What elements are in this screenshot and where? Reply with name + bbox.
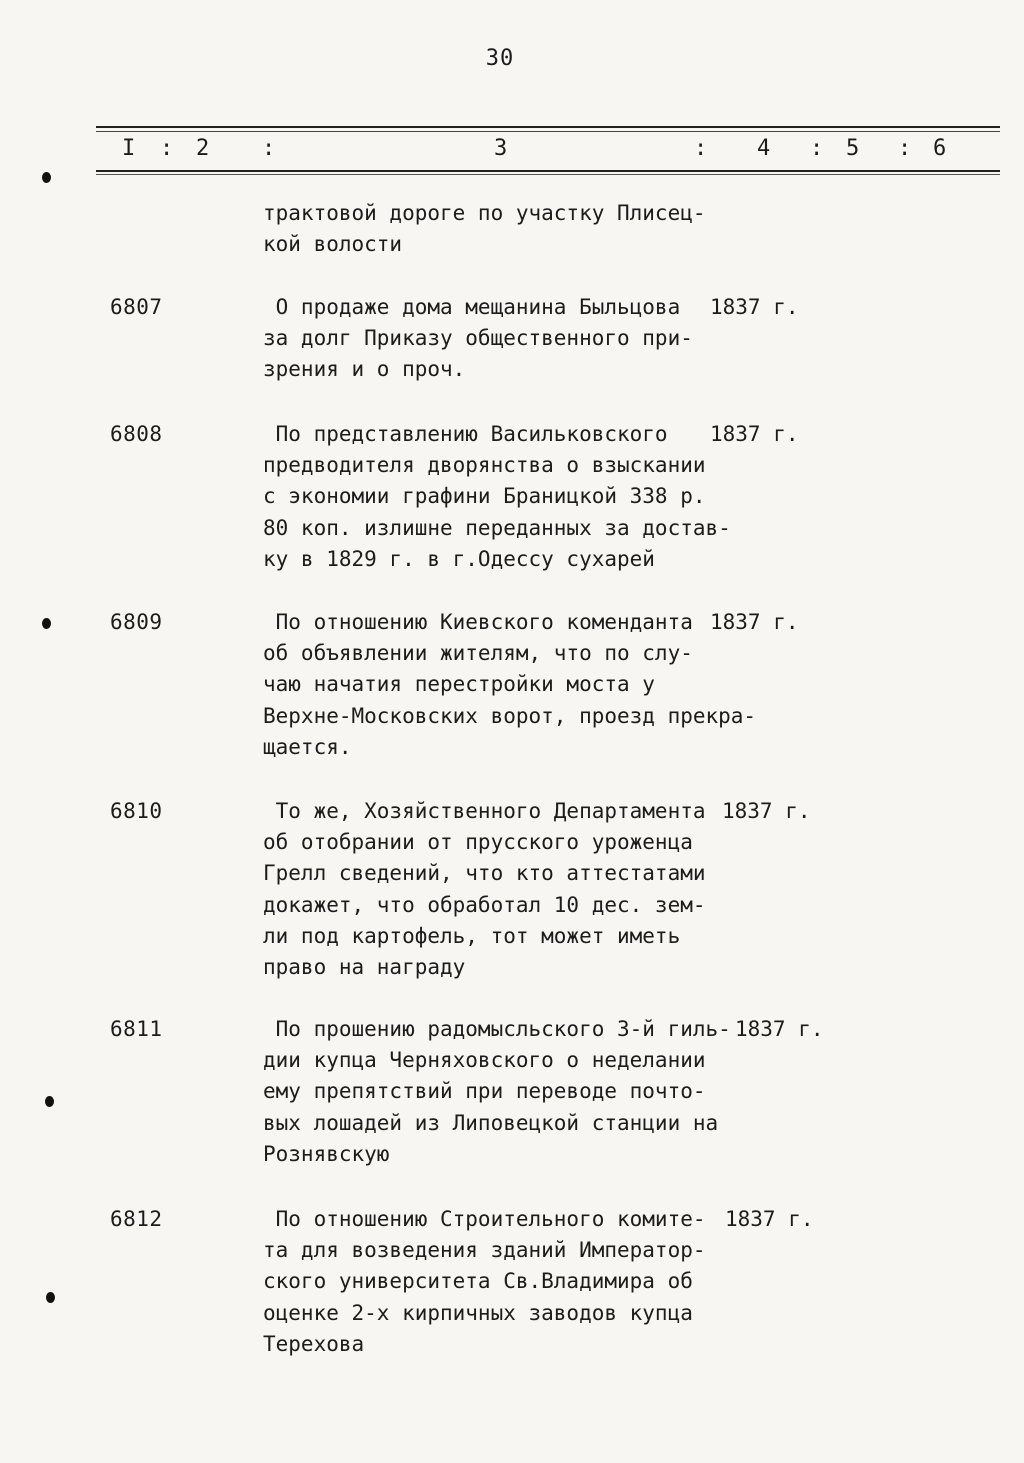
entry-line: право на награду	[263, 955, 466, 980]
entry-number: 6808	[110, 422, 163, 446]
column-separator: :	[160, 136, 174, 161]
entry-description	[263, 292, 733, 386]
header-rule-bottom	[96, 170, 1000, 172]
column-separator: :	[262, 136, 276, 161]
entry-line: По отношению Строительного комите-	[263, 1207, 706, 1231]
column-header-1: I	[122, 136, 136, 161]
entry-year: 1837 г.	[722, 799, 811, 823]
column-header-3: 3	[494, 136, 508, 161]
entry-year: 1837 г.	[710, 610, 799, 634]
entry-line: 80 коп. излишне переданных за достав-	[263, 515, 731, 540]
entry-description	[263, 198, 733, 260]
punch-hole	[42, 172, 51, 183]
entry-line: Грелл сведений, что кто аттестатами	[263, 861, 706, 886]
entry-description	[263, 1014, 733, 1170]
entry-line: ли под картофель, тот может иметь	[263, 923, 681, 948]
entry-line: дии купца Черняховского о неделании	[263, 1048, 706, 1073]
column-separator: :	[810, 136, 824, 161]
entry-description	[263, 419, 733, 575]
entry-line: трактовой дороге по участку Плисец-	[263, 201, 706, 225]
entry-line: та для возведения зданий Император-	[263, 1238, 706, 1263]
header-rule-bottom-thin	[96, 174, 1000, 175]
entry-line: Рознявскую	[263, 1141, 390, 1166]
entry-line: По представлению Васильковского	[263, 422, 668, 446]
entry-line: чаю начатия перестройки моста у	[263, 672, 655, 697]
entry-line: предводителя дворянства о взыскании	[263, 453, 706, 478]
entry-year: 1837 г.	[725, 1207, 814, 1231]
entry-year: 1837 г.	[710, 295, 799, 319]
punch-hole	[45, 1096, 54, 1107]
entry-year: 1837 г.	[710, 422, 799, 446]
entry-description	[263, 796, 733, 983]
entry-line: Терехова	[263, 1331, 365, 1356]
entry-line: зрения и о проч.	[263, 357, 466, 382]
entry-line: с экономии графини Браницкой 338 р.	[263, 484, 706, 509]
entry-line: об отобрании от прусского уроженца	[263, 830, 693, 855]
entry-line: об объявлении жителям, что по слу-	[263, 641, 693, 666]
entry-number: 6812	[110, 1207, 163, 1231]
entry-year: 1837 г.	[735, 1017, 824, 1041]
entry-line: кой волости	[263, 232, 403, 257]
column-separator: :	[694, 136, 708, 161]
entry-line: ку в 1829 г. в г.Одессу сухарей	[263, 546, 655, 571]
entry-line: По отношению Киевского коменданта	[263, 610, 693, 634]
column-header-2: 2	[196, 136, 210, 161]
punch-hole	[42, 618, 51, 629]
entry-line: за долг Приказу общественного при-	[263, 326, 693, 351]
column-separator: :	[898, 136, 912, 161]
entry-line: То же, Хозяйственного Департамента	[263, 799, 706, 823]
entry-line: вых лошадей из Липовецкой станции на	[263, 1110, 719, 1135]
entry-description	[263, 1204, 733, 1360]
header-rule-top-thin	[96, 131, 1000, 132]
entry-line: По прошению радомысльского 3-й гиль-	[263, 1017, 731, 1041]
entry-line: О продаже дома мещанина Быльцова	[263, 295, 681, 319]
punch-hole	[46, 1292, 55, 1303]
column-header-5: 5	[846, 136, 860, 161]
entry-number: 6809	[110, 610, 163, 634]
column-header-4: 4	[757, 136, 771, 161]
column-header-6: 6	[933, 136, 947, 161]
entry-line: Верхне-Московских ворот, проезд прекра-	[263, 703, 757, 728]
header-rule-top	[96, 126, 1000, 128]
entry-line: ему препятствий при переводе почто-	[263, 1079, 706, 1104]
entry-number: 6811	[110, 1017, 163, 1041]
page-number: 30	[485, 46, 515, 71]
entry-line: докажет, что обработал 10 дес. зем-	[263, 892, 706, 917]
entry-line: щается.	[263, 734, 352, 759]
entry-line: ского университета Св.Владимира об	[263, 1269, 693, 1294]
entry-number: 6810	[110, 799, 163, 823]
entry-line: оценке 2-х кирпичных заводов купца	[263, 1300, 693, 1325]
entry-number: 6807	[110, 295, 163, 319]
